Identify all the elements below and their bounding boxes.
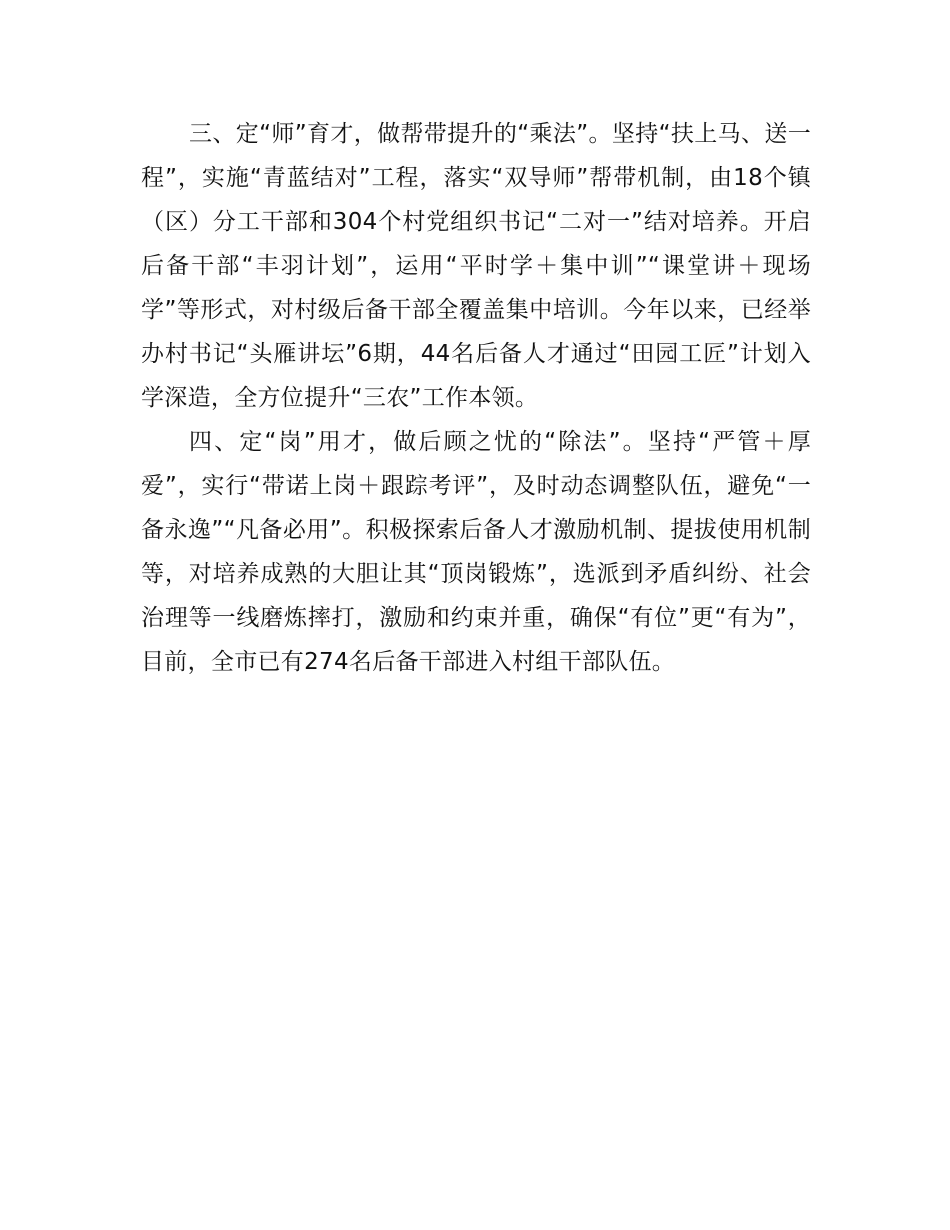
paragraph-section-three: 三、定“师”育才，做帮带提升的“乘法”。坚持“扶上马、送一程”，实施“青蓝结对”工程，落实“双导师”帮带机制，由18个镇（区）分工干部和304个村党组织书记“二对一”结对培养。开启后备干部“丰羽计划”，运用“平时学＋集中训”“课堂讲＋现场学”等形式，对村级后备干部全覆盖集中培训。今年以来，已经举办村书记“头雁讲坛”6期，44名后备人才通过“田园工匠”计划入学深造，全方位提升“三农”工作本领。: [141, 121, 811, 411]
document-body: [141, 112, 811, 684]
paragraph-section-four: 四、定“岗”用才，做后顾之忧的“除法”。坚持“严管＋厚爱”，实行“带诺上岗＋跟踪考评”，及时动态调整队伍，避免“一备永逸”“凡备必用”。积极探索后备人才激励机制、提拔使用机制等，对培养成熟的大胆让其“顶岗锻炼”，选派到矛盾纠纷、社会治理等一线磨炼摔打，激励和约束并重，确保“有位”更“有为”，目前，全市已有274名后备干部进入村组干部队伍。: [141, 429, 811, 675]
